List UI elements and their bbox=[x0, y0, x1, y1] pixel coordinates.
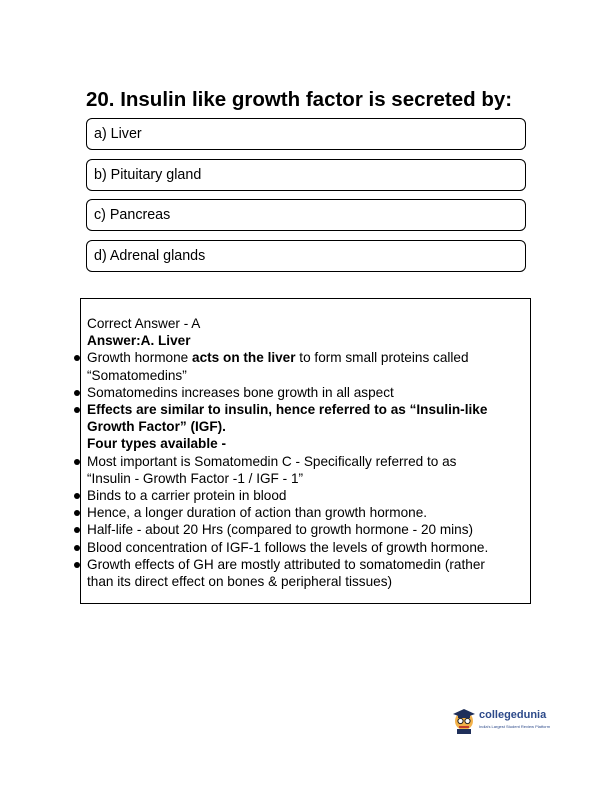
option-a[interactable]: a) Liver bbox=[86, 118, 526, 150]
correct-answer: Correct Answer - A bbox=[87, 316, 201, 331]
answer-content bbox=[87, 315, 523, 590]
growth-effects-continued: than its direct effect on bones & peripheral tissues) bbox=[87, 574, 393, 590]
bullet-half-life: Half-life - about 20 Hrs (compared to growth hormone - 20 mins) bbox=[87, 521, 523, 538]
answer-heading: Answer:A. Liver bbox=[87, 333, 191, 349]
gh-text-continued: “Somatomedins” bbox=[87, 367, 187, 383]
bullet-effects: Effects are similar to insulin, hence referred to as “Insulin-like bbox=[87, 401, 523, 418]
collegedunia-logo bbox=[452, 706, 552, 738]
option-d[interactable]: d) Adrenal glands bbox=[86, 240, 526, 272]
bullet-most-important: Most important is Somatomedin C - Specifically referred to as bbox=[87, 453, 523, 470]
answer-box bbox=[80, 298, 531, 604]
most-important-continued: “Insulin - Growth Factor -1 / IGF - 1” bbox=[87, 470, 304, 486]
bullet-growth-effects: Growth effects of GH are mostly attributed to somatomedin (rather bbox=[87, 556, 523, 573]
bullet-growth-hormone bbox=[87, 349, 523, 366]
gh-text-pre: Growth hormone bbox=[87, 350, 193, 366]
gh-text-post: to form small proteins called bbox=[295, 350, 469, 366]
four-types-heading: Four types available - bbox=[87, 436, 227, 452]
bullet-binds: Binds to a carrier protein in blood bbox=[87, 487, 523, 504]
bullet-hence: Hence, a longer duration of action than growth hormone. bbox=[87, 504, 523, 521]
effects-continued: Growth Factor” (IGF). bbox=[87, 419, 226, 435]
options-list bbox=[86, 118, 526, 280]
logo-wordmark: collegedunia bbox=[479, 709, 547, 721]
bullet-somatomedins: Somatomedins increases bone growth in all aspect bbox=[87, 384, 523, 401]
option-c[interactable]: c) Pancreas bbox=[86, 199, 526, 231]
bullet-blood-concentration: Blood concentration of IGF-1 follows the levels of growth hormone. bbox=[87, 539, 523, 556]
graduate-mascot-icon bbox=[452, 706, 476, 734]
option-b[interactable]: b) Pituitary gland bbox=[86, 159, 526, 191]
question-title: 20. Insulin like growth factor is secreted by: bbox=[86, 88, 513, 111]
gh-text-bold: acts on the liver bbox=[192, 350, 296, 366]
logo-tagline: India's Largest Student Review Platform bbox=[479, 724, 551, 729]
